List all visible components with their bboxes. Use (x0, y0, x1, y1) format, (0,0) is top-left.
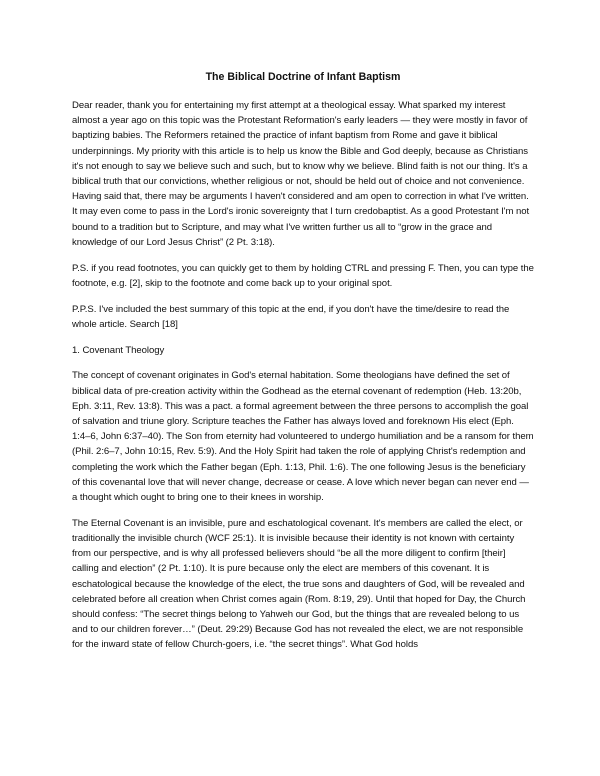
eternal-covenant-paragraph: The Eternal Covenant is an invisible, pure and eschatological covenant. It's members are called the elect, or traditionally the invisible church (WCF 25:1). It is invisible because their identity is not known with certainty from our perspective, and is why all professed believers should “be all the more diligent to confirm [their] calling and election” (2 Pt. 1:10). It is pure because only the elect are members of this covenant. It is eschatological because the knowledge of the elect, the true sons and daughters of God, will be revealed and celebrated before all creation when Christ comes again (Rom. 8:19, 29). Until that hoped for Day, the Church should confess: “The secret things belong to Yahweh our God, but the things that are revealed belong to us and to our children forever…” (Deut. 29:29) Because God has not revealed the elect, we are not responsible for the inward state of fellow Church-goers, i.e. “the secret things”. What God holds (72, 517, 526, 651)
document-title: The Biblical Doctrine of Infant Baptism (205, 71, 401, 83)
intro-paragraph: Dear reader, thank you for entertaining my first attempt at a theological essay. What sparked my interest almost a year ago on this topic was the Protestant Reformation's early leaders — they were mostly in favor of baptizing babies. The Reformers retained the practice of infant baptism from Rome and gave it biblical underpinnings. My priority with this article is to help us know the Bible and God deeply, because as Christians it's not enough to say we believe such and such, but to know why we believe. Blind faith is not our thing. It's a biblical truth that our convictions, whether religious or not, should be held out of choice and not convenience. Having said that, there may be arguments I haven't considered and am open to correction in what I've written. It may even come to pass in the Lord's ironic sovereignty that I turn credobaptist. As a good Protestant I'm not bound to a tradition but to Scripture, and may what I've written further us all to “grow in the grace and knowledge of our Lord Jesus Christ” (2 Pt. 3:18). (72, 100, 530, 248)
document-body (72, 70, 534, 663)
ps-paragraph: P.S. if you read footnotes, you can quickly get to them by holding CTRL and pressing F. Then, you can type the footnote, e.g. [2], skip to the footnote and come back up to your original spot. (72, 262, 534, 289)
pps-paragraph: P.P.S. I've included the best summary of this topic at the end, if you don't have the time/desire to read the whole article. Search [18] (72, 303, 510, 330)
covenant-paragraph: The concept of covenant originates in God's eternal habitation. Some theologians have defined the set of biblical data of pre-creation activity within the Godhead as the eternal covenant of redemption (Heb. 13:20b, Eph. 3:11, Rev. 13:8). This was a pact. a formal agreement between the three persons to accomplish the goal of salvation and triune glory. Scripture teaches the Father has always loved and foreknown His elect (Eph. 1:4–6, John 6:37–40). The Son from eternity had volunteered to undergo humiliation and be a ransom for them (Phil. 2:6–7, John 10:15, Rev. 5:9). And the Holy Spirit had taken the role of applying Christ's redemption and completing the work which the Father began (Eph. 1:13, Phil. 1:6). The one following Jesus is the beneficiary of this covenantal love that will never change, decrease or cease. A love which never began can never end — a thought which ought to bring one to their knees in worship. (72, 370, 534, 504)
section-heading: 1. Covenant Theology (72, 344, 165, 356)
